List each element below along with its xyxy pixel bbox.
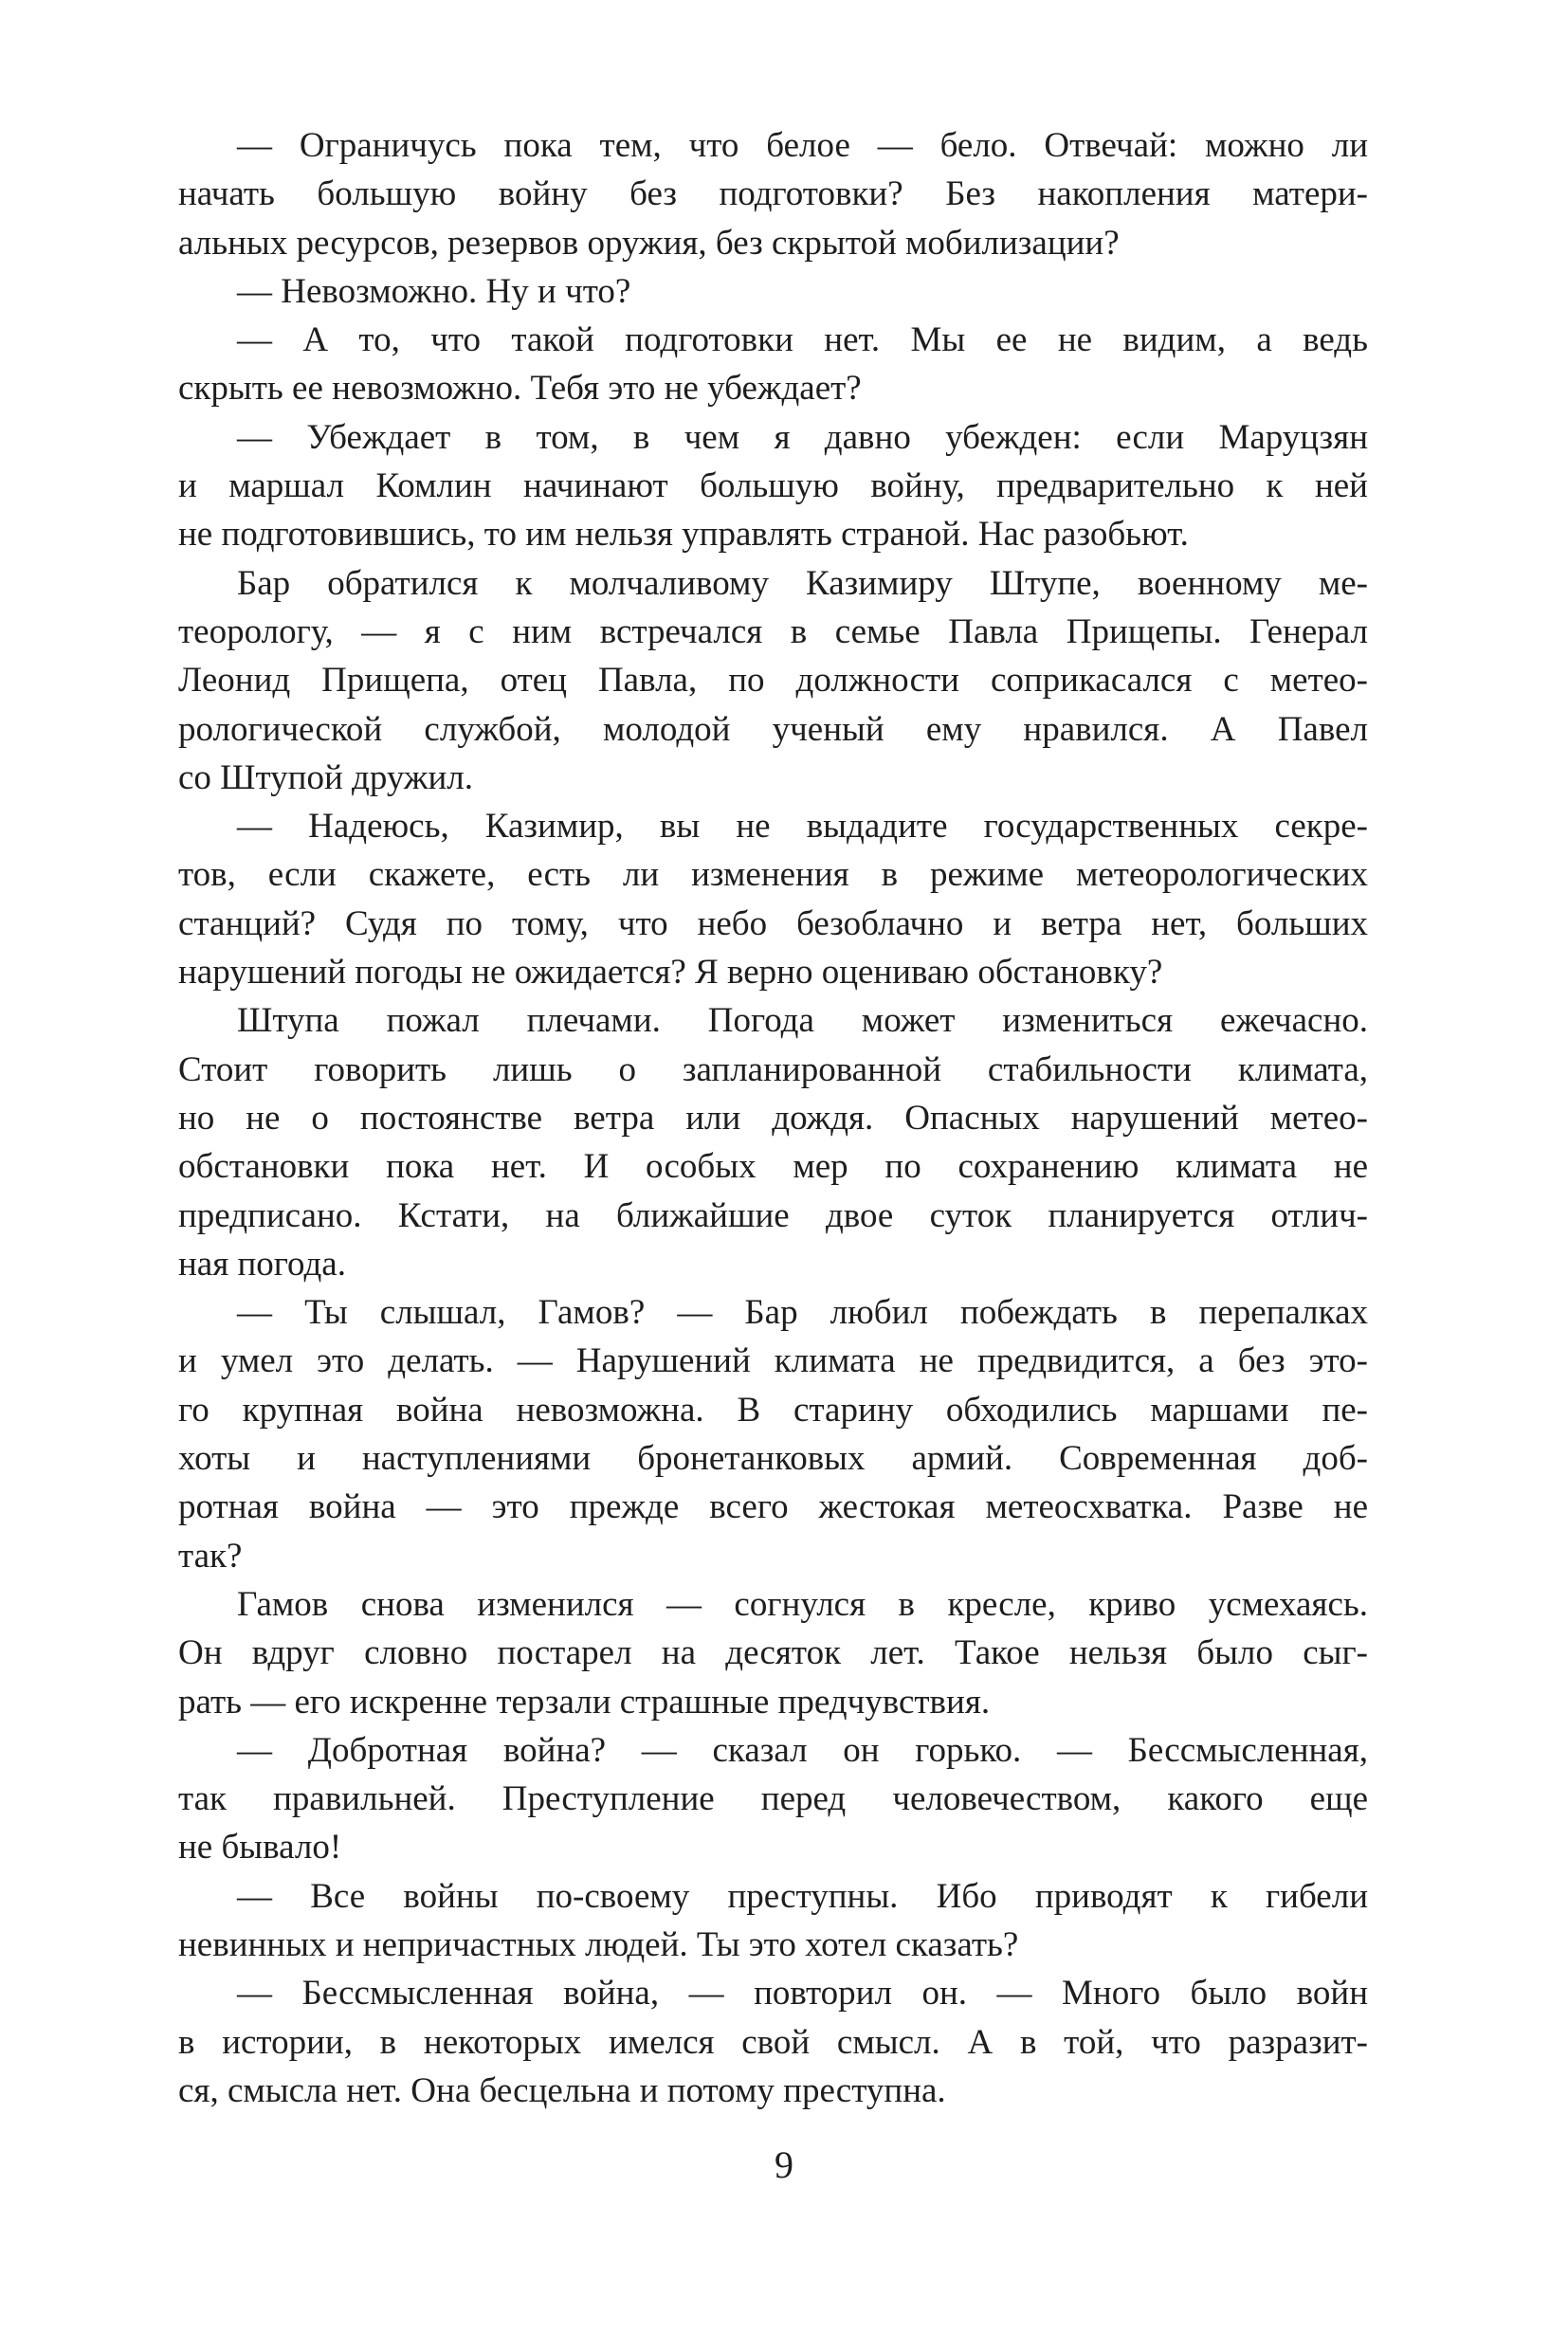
text-line: — Добротная война? — сказал он горько. — Бессмысленная,	[237, 1730, 1368, 1770]
text-line: рать — его искренне терзали страшные предчувствия.	[178, 1682, 991, 1722]
text-line: — Бессмысленная война, — повторил он. — Много было войн	[237, 1974, 1368, 2014]
text-line: в истории, в некоторых имелся свой смысл. А в той, что разразит-	[178, 2022, 1368, 2062]
text-line: нарушений погоды не ожидается? Я верно оцениваю обстановку?	[178, 953, 1163, 993]
text-line: Леонид Прищепа, отец Павла, по должности соприкасался с метео-	[178, 661, 1368, 701]
text-line: Бар обратился к молчаливому Казимиру Штупе, военному ме-	[237, 563, 1368, 603]
text-line: начать большую войну без подготовки? Без накопления матери-	[178, 174, 1368, 214]
text-line: Штупа пожал плечами. Погода может измениться ежечасно.	[237, 1001, 1368, 1041]
text-line: Гамов снова изменился — согнулся в кресле, криво усмехаясь.	[237, 1584, 1368, 1624]
text-line: невинных и непричастных людей. Ты это хотел сказать?	[178, 1924, 1019, 1964]
text-line: предписано. Кстати, на ближайшие двое суток планируется отлич-	[178, 1195, 1368, 1235]
text-line: го крупная война невозможна. В старину обходились маршами пе-	[178, 1390, 1368, 1430]
text-line: тов, если скажете, есть ли изменения в режиме метеорологических	[178, 855, 1368, 895]
text-line: скрыть ее невозможно. Тебя это не убеждает?	[178, 369, 862, 409]
text-line: со Штупой дружил.	[178, 757, 473, 797]
text-line: но не о постоянстве ветра или дождя. Опасных нарушений метео-	[178, 1098, 1368, 1138]
text-line: и маршал Комлин начинают большую войну, предварительно к ней	[178, 466, 1368, 506]
text-line: ротная война — это прежде всего жестокая метеосхватка. Разве не	[178, 1487, 1368, 1527]
text-line: — Надеюсь, Казимир, вы не выдадите государственных секре-	[237, 807, 1368, 847]
text-line: хоты и наступлениями бронетанковых армий. Современная доб-	[178, 1439, 1368, 1479]
text-line: — Все войны по-своему преступны. Ибо приводят к гибели	[237, 1876, 1368, 1916]
page-number: 9	[775, 2143, 793, 2186]
text-line: Он вдруг словно постарел на десяток лет. Такое нельзя было сыг-	[178, 1633, 1368, 1673]
text-line: — Невозможно. Ну и что?	[237, 271, 631, 311]
text-line: ся, смысла нет. Она бесцельна и потому преступна.	[178, 2070, 946, 2110]
text-line: ная погода.	[178, 1244, 346, 1284]
text-line: теорологу, — я с ним встречался в семье Павла Прищепы. Генерал	[178, 611, 1368, 651]
body-text	[178, 121, 1368, 2115]
text-line: обстановки пока нет. И особых мер по сохранению климата не	[178, 1147, 1368, 1187]
text-line: так правильней. Преступление перед человечеством, какого еще	[178, 1779, 1368, 1819]
text-line: не подготовившись, то им нельзя управлять страной. Нас разобьют.	[178, 515, 1189, 555]
text-line: альных ресурсов, резервов оружия, без скрытой мобилизации?	[178, 223, 1120, 263]
text-line: — Убеждает в том, в чем я давно убежден: если Маруцзян	[237, 417, 1368, 457]
text-line: так?	[178, 1536, 243, 1576]
text-line: рологической службой, молодой ученый ему нравился. А Павел	[178, 709, 1368, 749]
text-line: — Ты слышал, Гамов? — Бар любил побеждать в перепалках	[237, 1293, 1368, 1333]
text-line: — А то, что такой подготовки нет. Мы ее не видим, а ведь	[237, 320, 1368, 360]
text-line: — Ограничусь пока тем, что белое — бело. Отвечай: можно ли	[237, 126, 1368, 165]
text-line: станций? Судя по тому, что небо безоблачно и ветра нет, больших	[178, 903, 1368, 943]
text-line: Стоит говорить лишь о запланированной стабильности климата,	[178, 1049, 1368, 1089]
text-line: не бывало!	[178, 1828, 342, 1868]
text-line: и умел это делать. — Нарушений климата не предвидится, а без это-	[178, 1341, 1368, 1381]
